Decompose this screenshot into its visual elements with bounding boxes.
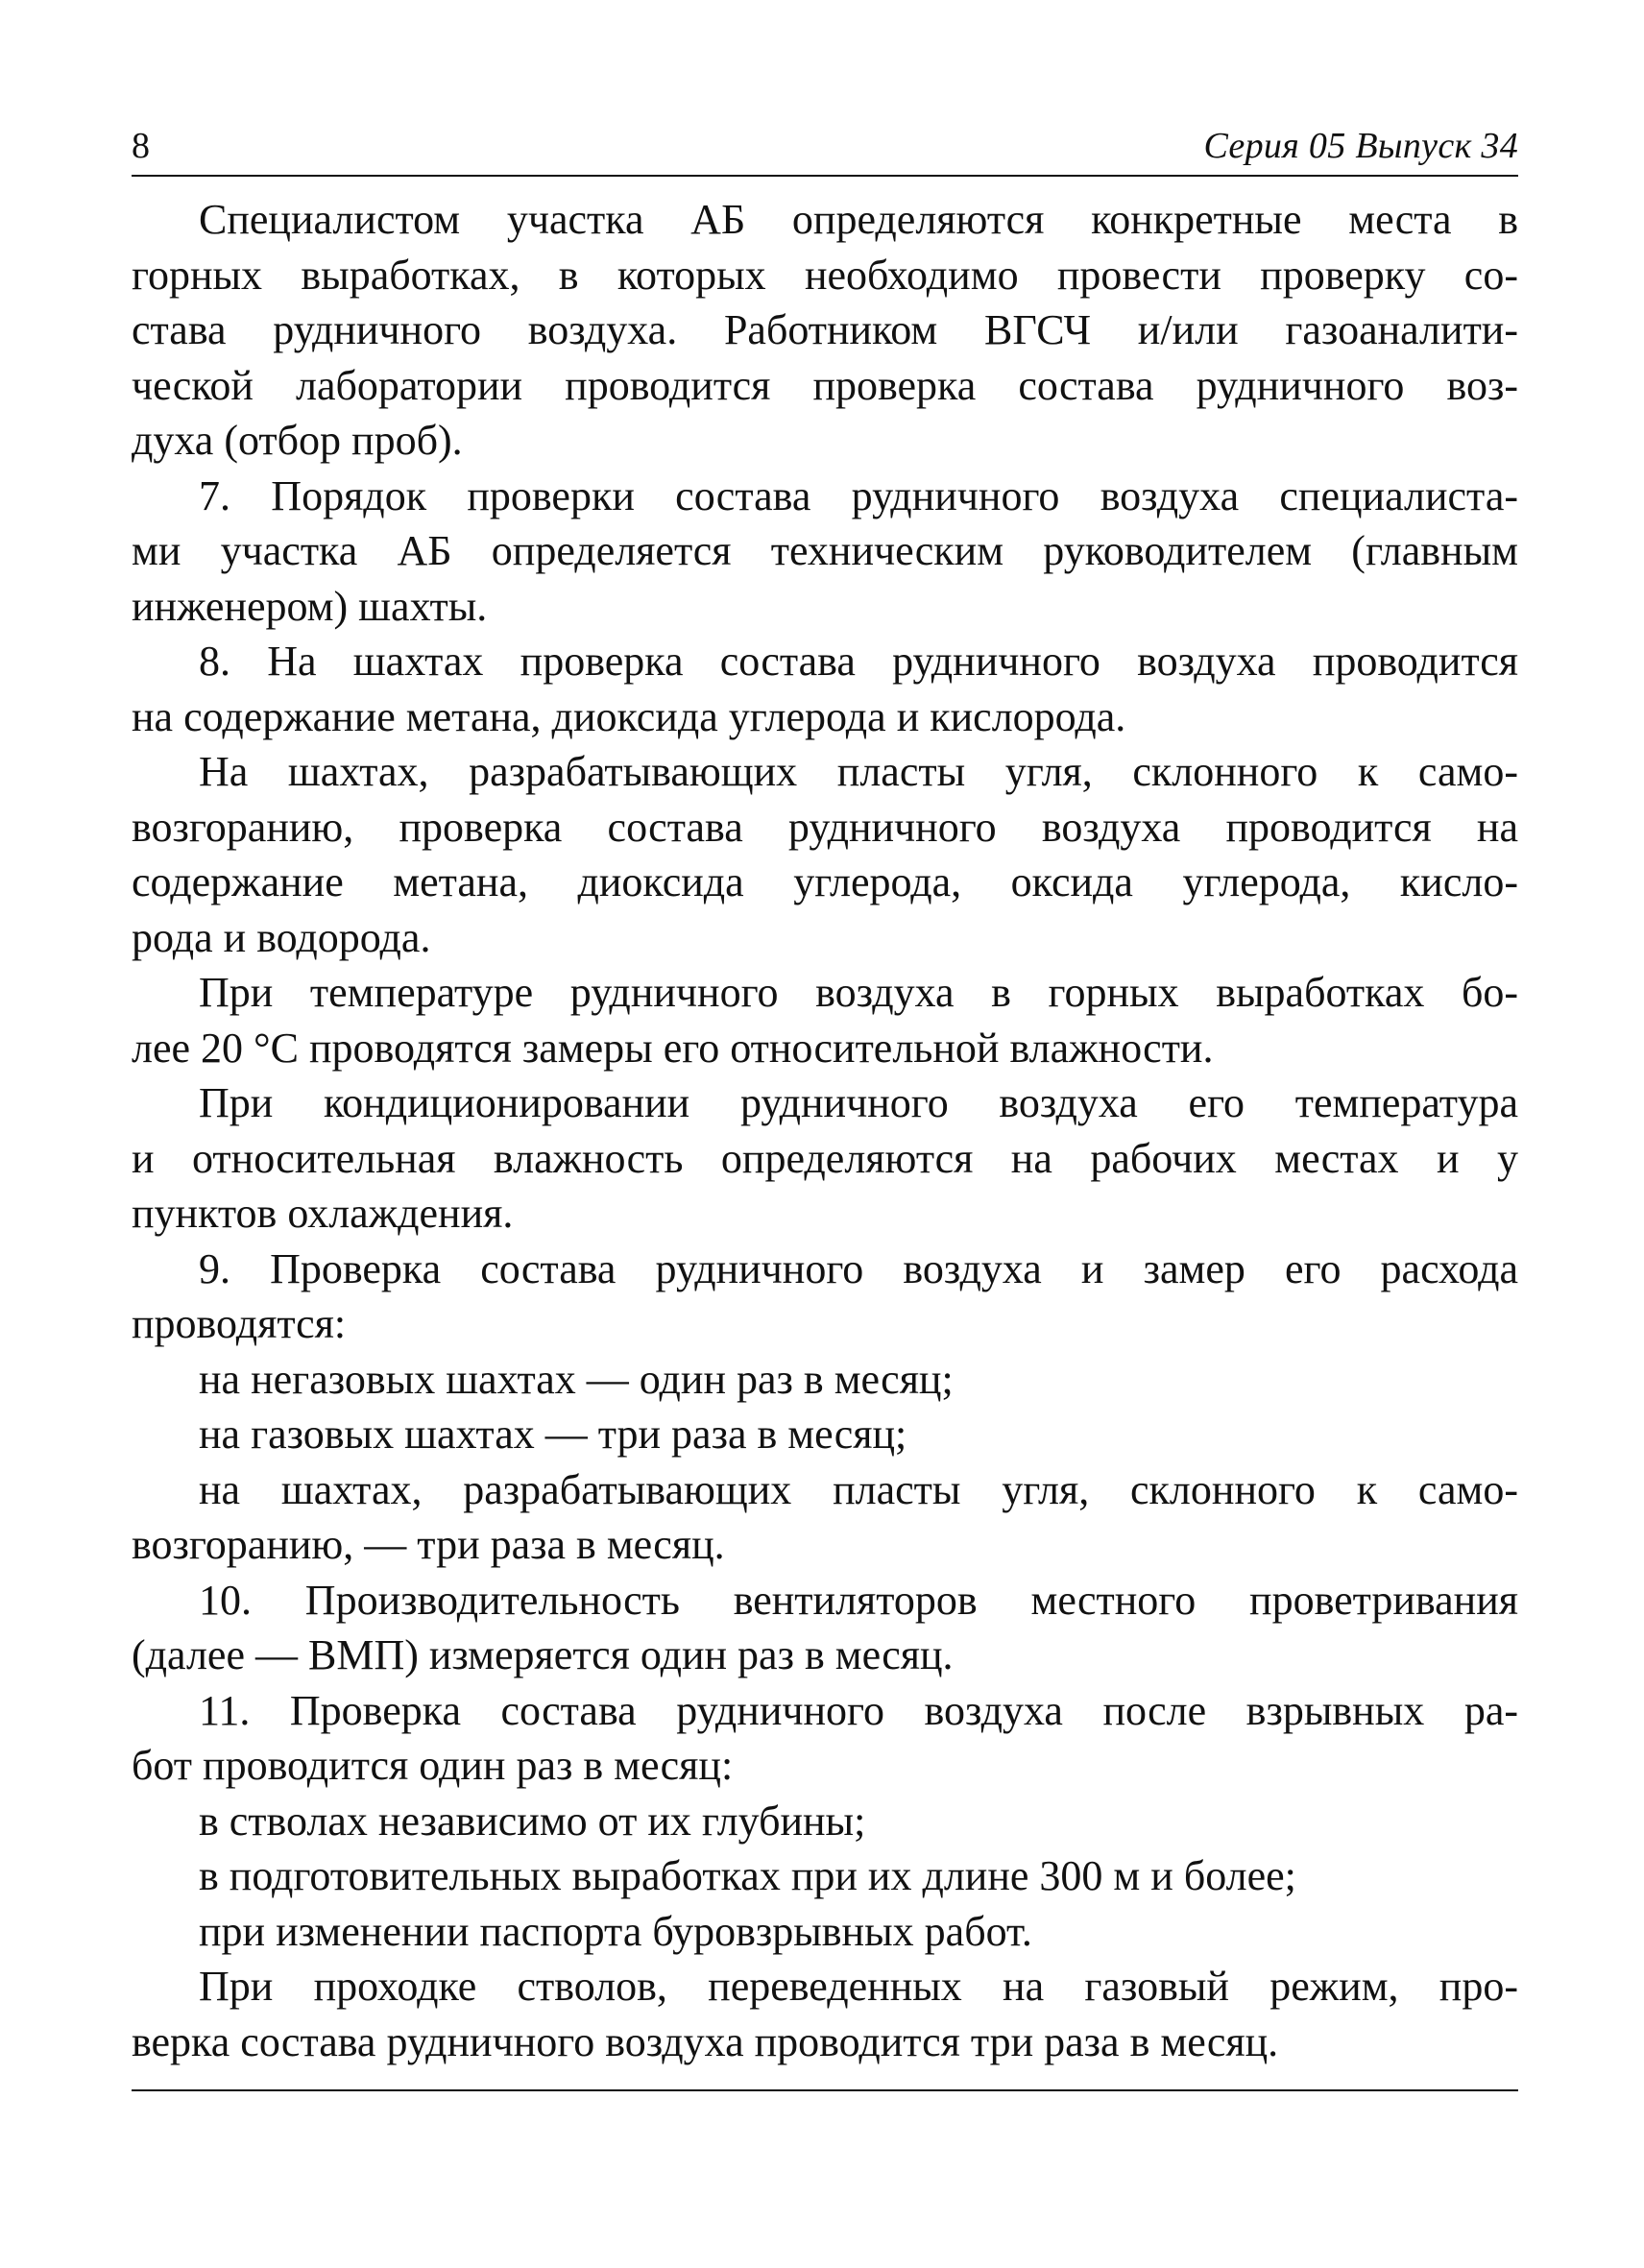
text-line: проводятся:: [132, 1300, 347, 1347]
text-line: духа (отбор проб).: [132, 417, 463, 464]
text-line: пунктов охлаждения.: [132, 1190, 514, 1237]
footer-rule: [132, 2089, 1518, 2091]
text-line: На шахтах, разрабатывающих пласты угля, склонного к само-: [199, 748, 1518, 795]
text-line: става рудничного воздуха. Работником ВГСЧ и/или газоаналити-: [132, 306, 1518, 353]
text-line: содержание метана, диоксида углерода, оксида углерода, кисло-: [132, 858, 1518, 905]
text-line: Специалистом участка АБ определяются конкретные места в: [199, 196, 1518, 243]
text-line: При температуре рудничного воздуха в горных выработках бо-: [199, 969, 1518, 1016]
text-line: При проходке стволов, переведенных на газовый режим, про-: [199, 1963, 1518, 2010]
text-line: ми участка АБ определяется техническим руководителем (главным: [132, 527, 1518, 574]
text-line: инженером) шахты.: [132, 582, 488, 630]
text-line: и относительная влажность определяются на рабочих местах и у: [132, 1134, 1518, 1182]
text-line: возгоранию, — три раза в месяц.: [132, 1521, 725, 1568]
text-line: 8. На шахтах проверка состава рудничного воздуха проводится: [199, 638, 1518, 685]
text-line: возгоранию, проверка состава рудничного воздуха проводится на: [132, 803, 1518, 851]
text-line: на содержание метана, диоксида углерода и кислорода.: [132, 692, 1126, 740]
page-number: 8: [132, 126, 150, 166]
text-line: 9. Проверка состава рудничного воздуха и замер его расхода: [199, 1244, 1518, 1292]
text-line: в стволах независимо от их глубины;: [199, 1797, 866, 1845]
page-header: [132, 117, 1518, 177]
text-line: ческой лаборатории проводится проверка состава рудничного воз-: [132, 361, 1518, 409]
text-line: (далее — ВМП) измеряется один раз в месяц.: [132, 1631, 954, 1678]
text-line: верка состава рудничного воздуха проводится три раза в месяц.: [132, 2017, 1279, 2065]
text-line: при изменении паспорта буровзрывных работ.: [199, 1907, 1032, 1955]
text-line: на газовых шахтах — три раза в месяц;: [199, 1411, 907, 1458]
text-line: в подготовительных выработках при их длине 300 м и более;: [199, 1852, 1296, 1899]
text-line: лее 20 °С проводятся замеры его относительной влажности.: [132, 1024, 1214, 1072]
text-line: на негазовых шахтах — один раз в месяц;: [199, 1355, 954, 1403]
text-line: При кондиционировании рудничного воздуха его температура: [199, 1079, 1518, 1126]
text-line: рода и водорода.: [132, 913, 431, 961]
text-line: бот проводится один раз в месяц:: [132, 1742, 734, 1789]
text-line: 7. Порядок проверки состава рудничного воздуха специалиста-: [199, 471, 1518, 519]
text-line: 10. Производительность вентиляторов местного проветривания: [199, 1576, 1518, 1624]
text-line: на шахтах, разрабатывающих пласты угля, склонного к само-: [199, 1465, 1518, 1513]
body-text: [132, 192, 1518, 2069]
text-line: 11. Проверка состава рудничного воздуха после взрывных ра-: [199, 1686, 1518, 1734]
text-line: горных выработках, в которых необходимо провести проверку со-: [132, 251, 1518, 299]
running-head: Серия 05 Выпуск 34: [1203, 126, 1518, 166]
